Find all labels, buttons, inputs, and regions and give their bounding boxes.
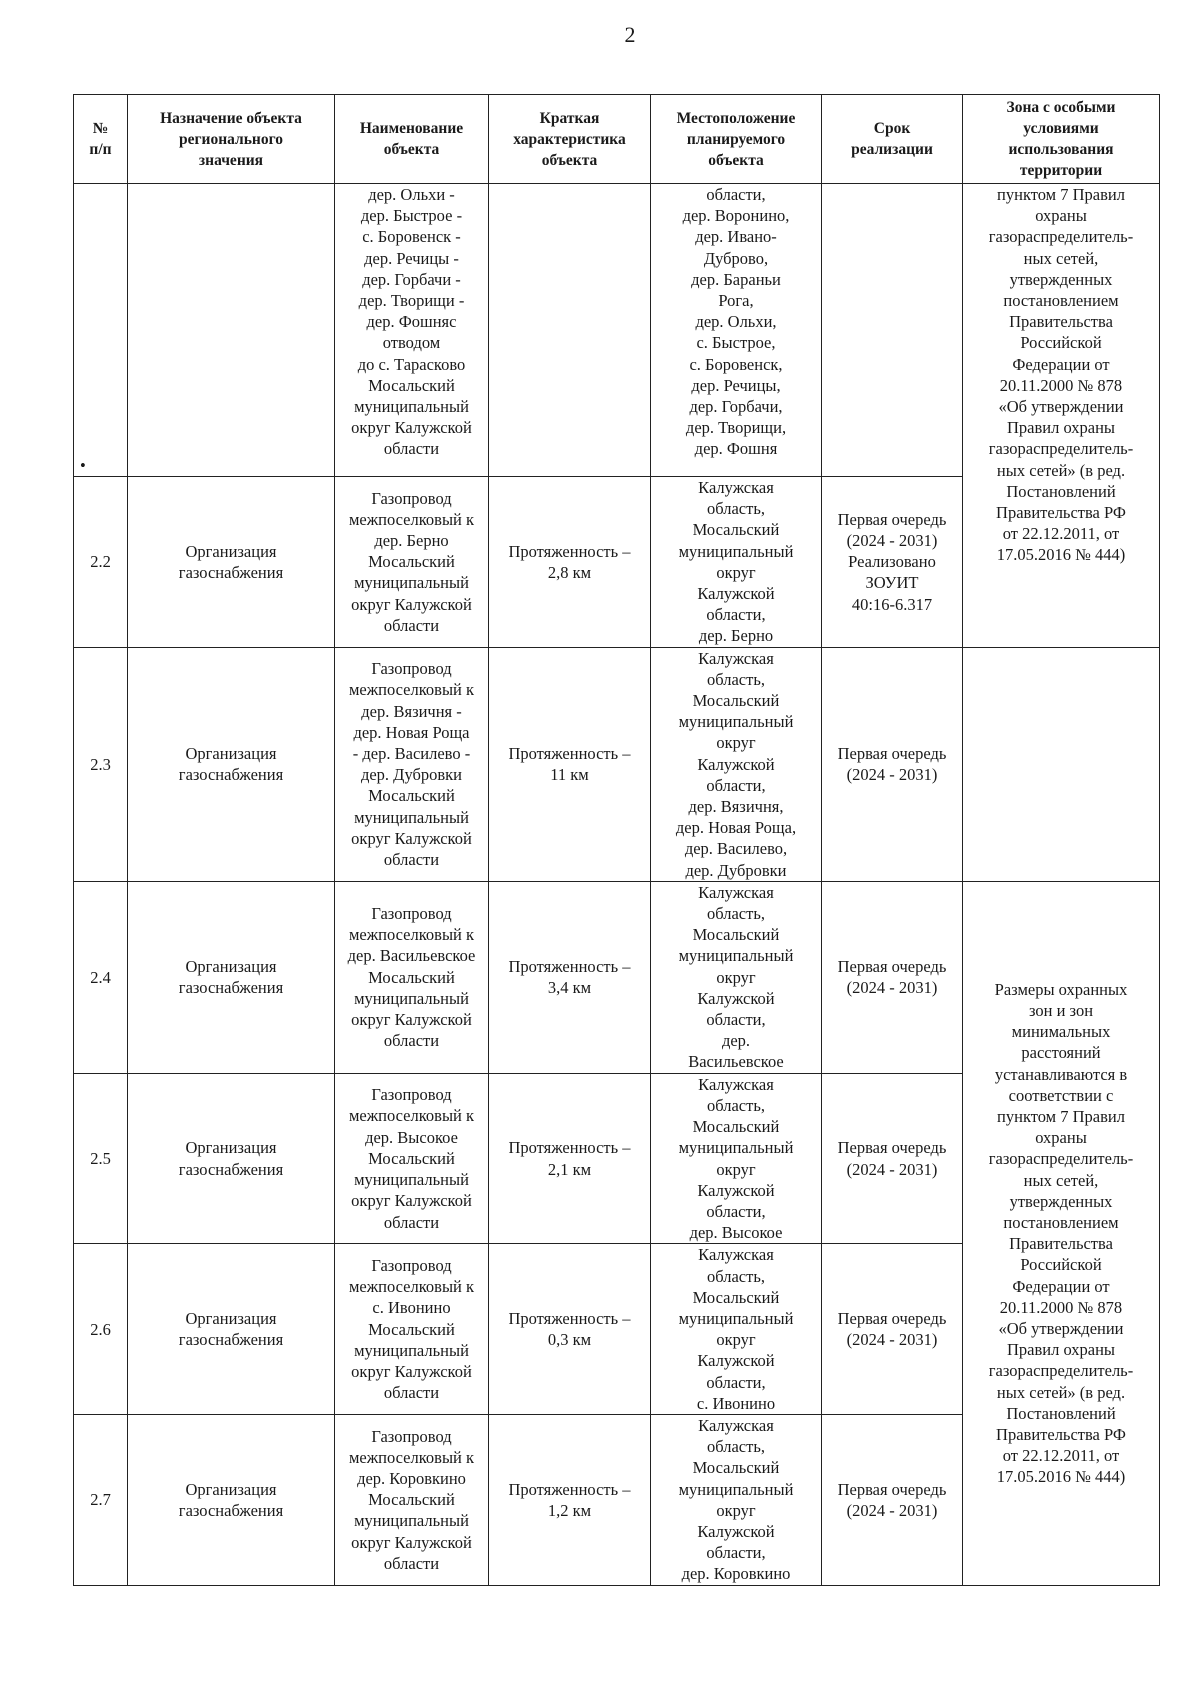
row-num: 2.4	[74, 881, 128, 1073]
row-purpose: Организация газоснабжения	[128, 1073, 335, 1244]
zone-cell-1: пунктом 7 Правил охраны газораспределитель- ных сетей, утвержденных постановлением Правительства Российской Федерации от 20.11.2000 № 878 «Об утверждении Правил охраны газораспределитель- ных сетей» (в ред. Постановлений Правительства РФ от 22.12.2011, от 17.05.2016 № 444)	[963, 184, 1160, 648]
row-purpose: Организация газоснабжения	[128, 881, 335, 1073]
row-term	[822, 184, 963, 477]
row-num: 2.3	[74, 647, 128, 881]
row-term: Первая очередь (2024 - 2031)	[822, 1244, 963, 1415]
objects-table	[73, 94, 1160, 1586]
row-location: Калужская область, Мосальский муниципальный округ Калужской области, дер. Вязичня, дер. Новая Роща, дер. Василево, дер. Дубровки	[651, 647, 822, 881]
table-row-2-4	[74, 881, 1160, 1073]
row-object-name: Газопровод межпоселковый к дер. Берно Мосальский муниципальный округ Калужской области	[335, 477, 489, 648]
row-term: Первая очередь (2024 - 2031) Реализовано ЗОУИТ 40:16-6.317	[822, 477, 963, 648]
row-location: Калужская область, Мосальский муниципальный округ Калужской области, дер. Берно	[651, 477, 822, 648]
row-object-name: Газопровод межпоселковый к дер. Высокое Мосальский муниципальный округ Калужской области	[335, 1073, 489, 1244]
row-characteristic: Протяженность – 1,2 км	[489, 1414, 651, 1585]
row-characteristic: Протяженность – 2,8 км	[489, 477, 651, 648]
row-term: Первая очередь (2024 - 2031)	[822, 647, 963, 881]
header-characteristic: Краткая характеристика объекта	[489, 95, 651, 184]
row-purpose: Организация газоснабжения	[128, 1414, 335, 1585]
row-location: Калужская область, Мосальский муниципальный округ Калужской области, дер. Васильевское	[651, 881, 822, 1073]
row-num: 2.7	[74, 1414, 128, 1585]
row-location: Калужская область, Мосальский муниципальный округ Калужской области, дер. Высокое	[651, 1073, 822, 1244]
table-row-continuation	[74, 184, 1160, 477]
row-num: 2.6	[74, 1244, 128, 1415]
header-purpose: Назначение объекта регионального значения	[128, 95, 335, 184]
header-name: Наименование объекта	[335, 95, 489, 184]
row-characteristic: Протяженность – 3,4 км	[489, 881, 651, 1073]
row-num: 2.2	[74, 477, 128, 648]
row-characteristic: Протяженность – 2,1 км	[489, 1073, 651, 1244]
page-number: 2	[624, 22, 636, 47]
row-characteristic: Протяженность – 0,3 км	[489, 1244, 651, 1415]
header-term: Срок реализации	[822, 95, 963, 184]
row-purpose	[128, 184, 335, 477]
row-location: области, дер. Воронино, дер. Ивано- Дуброво, дер. Бараньи Рога, дер. Ольхи, с. Быстрое, с. Боровенск, дер. Речицы, дер. Горбачи, дер. Творищи, дер. Фошня	[651, 184, 822, 477]
table-row-2-3	[74, 647, 1160, 881]
table-header-row	[74, 95, 1160, 184]
row-object-name: Газопровод межпоселковый к дер. Коровкино Мосальский муниципальный округ Калужской области	[335, 1414, 489, 1585]
row-object-name: Газопровод межпоселковый к с. Ивонино Мосальский муниципальный округ Калужской области	[335, 1244, 489, 1415]
row-term: Первая очередь (2024 - 2031)	[822, 1414, 963, 1585]
header-num: № п/п	[74, 95, 128, 184]
row-object-name: Газопровод межпоселковый к дер. Вязичня - дер. Новая Роща - дер. Василево - дер. Дубровки Мосальский муниципальный округ Калужской области	[335, 647, 489, 881]
row-term: Первая очередь (2024 - 2031)	[822, 881, 963, 1073]
row-purpose: Организация газоснабжения	[128, 647, 335, 881]
row-object-name: Газопровод межпоселковый к дер. Васильевское Мосальский муниципальный округ Калужской области	[335, 881, 489, 1073]
row-term: Первая очередь (2024 - 2031)	[822, 1073, 963, 1244]
row-characteristic	[489, 184, 651, 477]
zone-cell-empty	[963, 647, 1160, 881]
row-purpose: Организация газоснабжения	[128, 1244, 335, 1415]
row-num-mark: •	[74, 184, 128, 477]
row-location: Калужская область, Мосальский муниципальный округ Калужской области, с. Ивонино	[651, 1244, 822, 1415]
zone-cell-2: Размеры охранных зон и зон минимальных расстояний устанавливаются в соответствии с пунктом 7 Правил охраны газораспределитель- ных сетей, утвержденных постановлением Правительства Российской Федерации от 20.11.2000 № 878 «Об утверждении Правил охраны газораспределитель- ных сетей» (в ред. Постановлений Правительства РФ от 22.12.2011, от 17.05.2016 № 444)	[963, 881, 1160, 1585]
row-purpose: Организация газоснабжения	[128, 477, 335, 648]
row-object-name: дер. Ольхи - дер. Быстрое - с. Боровенск - дер. Речицы - дер. Горбачи - дер. Творищи - дер. Фошняс отводом до с. Тарасково Мосальский муниципальный округ Калужской области	[335, 184, 489, 477]
row-characteristic: Протяженность – 11 км	[489, 647, 651, 881]
header-location: Местоположение планируемого объекта	[651, 95, 822, 184]
row-num: 2.5	[74, 1073, 128, 1244]
header-zone: Зона с особыми условиями использования территории	[963, 95, 1160, 184]
row-location: Калужская область, Мосальский муниципальный округ Калужской области, дер. Коровкино	[651, 1414, 822, 1585]
